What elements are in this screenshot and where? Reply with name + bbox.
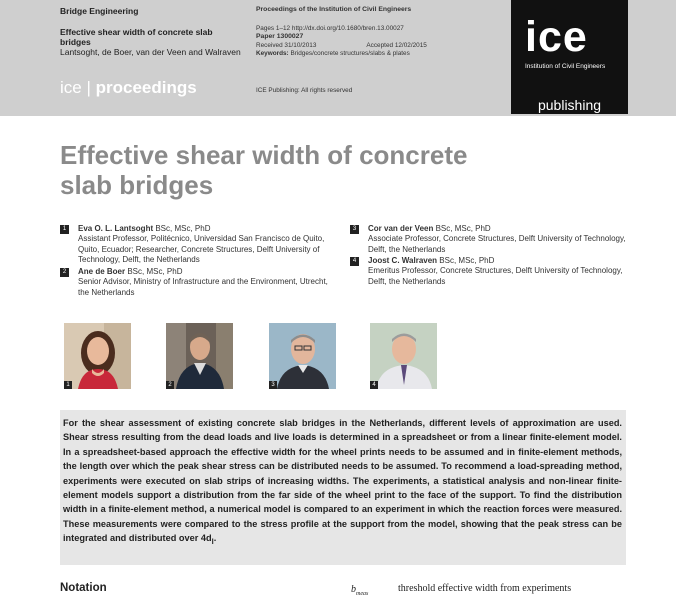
author-degrees: BSc, MSc, PhD (433, 224, 491, 233)
photo-number: 2 (166, 381, 174, 389)
article-title-line2: slab bridges (60, 170, 214, 200)
author-photo-4 (370, 323, 437, 389)
logo-publishing: publishing (511, 96, 628, 114)
photo-number: 3 (269, 381, 277, 389)
portrait-woman-image (64, 323, 131, 389)
abstract-end: . (213, 533, 217, 544)
paper-number: Paper 1300027 (256, 33, 304, 41)
author-degrees: BSc, MSc, PhD (153, 224, 211, 233)
keywords-value: Bridges/concrete structures/slabs & plates (288, 50, 410, 58)
notation-heading: Notation (60, 582, 107, 594)
logo-wordmark: ice (525, 13, 588, 61)
abstract-box (60, 410, 626, 565)
accepted-date: Accepted 12/02/2015 (366, 41, 427, 49)
author-name: Joost C. Walraven (368, 256, 438, 265)
keywords (256, 50, 506, 59)
notation-definition: threshold effective width from experiments (398, 583, 572, 594)
author-affiliation: Senior Advisor, Ministry of Infrastructure and the Environment, Utrecht, the Netherlands (78, 277, 328, 297)
photo-number: 1 (64, 381, 72, 389)
author-4 (352, 256, 630, 287)
running-title (60, 27, 245, 47)
running-title-line2: bridges (60, 37, 91, 47)
portrait-man-image (370, 323, 437, 389)
author-affiliation: Associate Professor, Concrete Structures, Delft University of Technology, Delft, the Netherlands (368, 234, 626, 254)
author-name: Eva O. L. Lantsoght (78, 224, 154, 233)
author-name: Cor van der Veen (368, 224, 434, 233)
journal-header (0, 0, 676, 116)
abstract-subscript: l (211, 537, 214, 547)
author-photo-1 (64, 323, 131, 389)
author-photo-2 (166, 323, 233, 389)
author-number: 1 (60, 225, 69, 234)
publication-name: Proceedings of the Institution of Civil Engineers (256, 6, 412, 13)
portrait-man-image (269, 323, 336, 389)
author-1 (62, 224, 336, 266)
author-affiliation: Assistant Professor, Politécnico, Universidad San Francisco de Quito, Quito, Ecuador; Researcher, Concrete Structures, Delft University of Technology, Delft, the Netherlands (78, 234, 325, 265)
author-affiliation: Emeritus Professor, Concrete Structures, Delft University of Technology, Delft, the Netherlands (368, 266, 623, 286)
keywords-label: Keywords: (256, 50, 289, 58)
article-title (60, 140, 530, 200)
publication-details (256, 6, 506, 94)
portrait-man-image (166, 323, 233, 389)
proceedings-separator: | (81, 78, 96, 97)
author-3 (352, 224, 630, 255)
header-left (60, 6, 245, 57)
running-authors: Lantsoght, de Boer, van der Veen and Walraven (60, 47, 241, 57)
logo-subtitle: Institution of Civil Engineers (525, 63, 606, 70)
proceedings-ice: ice (60, 78, 82, 97)
abstract-body: For the shear assessment of existing concrete slab bridges in the Netherlands, different levels of approximation are used. Shear stress resulting from the dead loads and live loads is determined in a spreadsheet or from a linear finite-element model. In a spreadsheet-based approach the effective width for the wheel prints needs to be assumed and in finite-element methods, the length over which the peak shear stress can be distributed needs to be assumed. To recommend a load-spreading method, experiments were executed on slab strips of increasing widths. The experiments, a statistical analysis and non-linear finite-element models support a distribution from the far side of the wheel print to the face of the support. To find the distribution width in a finite-element method, a numerical model is compared to an experiment in which the reaction forces were measured. These measurements were compared to the stress profile at the support from the model, showing that the peak stress can be integrated and distributed over 4d (63, 418, 622, 544)
author-photo-3 (269, 323, 336, 389)
author-name: Ane de Boer (78, 267, 126, 276)
journal-name: Bridge Engineering (60, 6, 139, 16)
copyright: ICE Publishing: All rights reserved (256, 87, 353, 94)
author-2 (62, 267, 336, 298)
abstract-text (60, 410, 626, 549)
dates-row (256, 42, 506, 51)
author-degrees: BSc, MSc, PhD (125, 267, 183, 276)
pages-doi: Pages 1–12 http://dx.doi.org/10.1680/bren.13.00027 (256, 24, 404, 32)
author-number: 4 (350, 257, 359, 266)
notation-symbol-sub: meas (356, 591, 369, 597)
proceedings-word: proceedings (95, 78, 197, 97)
notation-symbol-base: b (351, 584, 356, 595)
author-number: 3 (350, 225, 359, 234)
notation-symbol (351, 584, 368, 597)
article-title-line1: Effective shear width of concrete (60, 140, 468, 170)
photo-number: 4 (370, 381, 378, 389)
author-degrees: BSc, MSc, PhD (437, 256, 495, 265)
running-title-line1: Effective shear width of concrete slab (60, 27, 213, 37)
ice-publishing-logo (511, 0, 628, 116)
author-number: 2 (60, 268, 69, 277)
received-date: Received 31/10/2013 (256, 41, 317, 49)
ice-proceedings-label (60, 78, 197, 98)
